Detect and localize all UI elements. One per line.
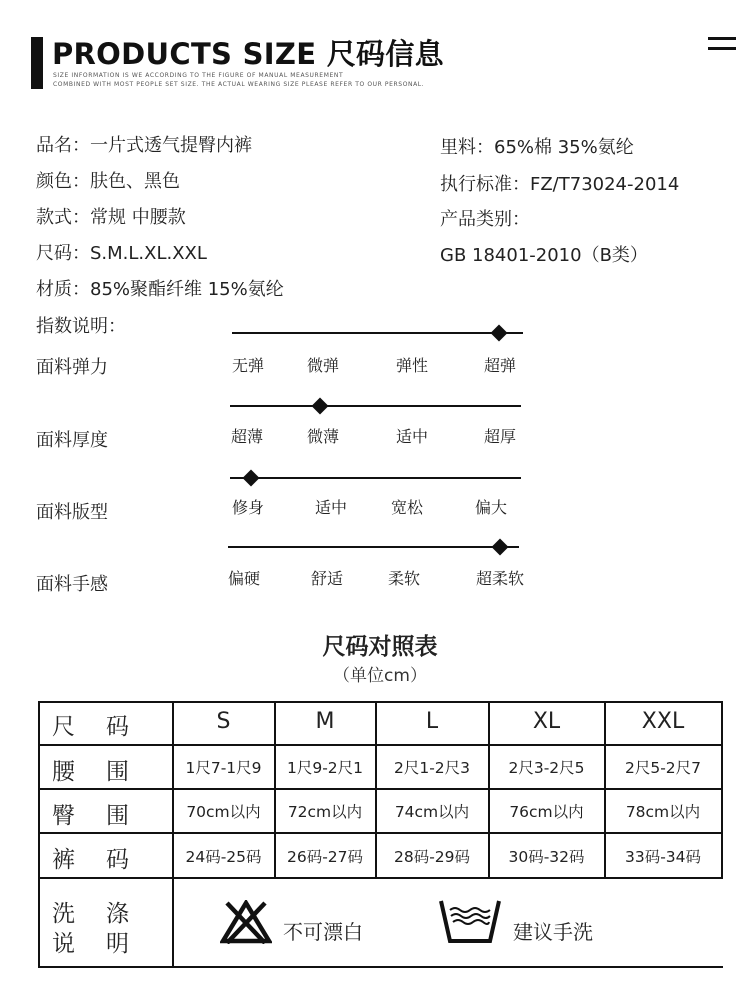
scale-fit-label: 面料版型 (36, 502, 108, 523)
scale-feel-track (228, 546, 519, 548)
table-header-label: 码 (106, 714, 129, 740)
scale-feel-option: 舒适 (311, 569, 344, 588)
wash-label: 涤 (106, 901, 129, 927)
scale-feel-option: 偏硬 (228, 569, 261, 588)
table-divider (38, 832, 723, 834)
table-row-label: 码 (106, 847, 129, 873)
scale-fit-option: 偏大 (475, 498, 508, 517)
table-row-label: 腰 (52, 759, 75, 785)
no-bleach-text: 不可漂白 (283, 920, 363, 944)
table-border-left (38, 701, 40, 967)
table-cell: 2尺5-2尺7 (624, 759, 702, 777)
table-size-header: XXL (641, 709, 685, 734)
info-style: 款式：常规 中腰款 (36, 207, 186, 228)
size-table-unit: （单位cm） (333, 666, 427, 686)
info-standard: 执行标准：FZ/T73024-2014 (440, 174, 680, 195)
table-cell: 26码-27码 (286, 848, 364, 866)
table-border-bottom (38, 966, 723, 968)
scale-elasticity-option: 超弹 (484, 356, 517, 375)
scale-thickness-label: 面料厚度 (36, 430, 108, 451)
scale-feel-label: 面料手感 (36, 574, 108, 595)
table-cell: 70cm以内 (186, 803, 261, 821)
scale-feel-option: 柔软 (388, 569, 421, 588)
table-cell: 30码-32码 (508, 848, 585, 866)
info-color: 颜色：肤色、黑色 (36, 171, 180, 192)
menu-icon[interactable] (708, 37, 736, 50)
table-cell: 74cm以内 (394, 803, 470, 821)
table-size-header: L (425, 709, 439, 734)
table-divider (38, 788, 723, 790)
scale-elasticity-option: 无弹 (232, 356, 265, 375)
table-cell: 33码-34码 (624, 848, 702, 866)
scale-feel-option: 超柔软 (476, 569, 525, 588)
wash-label: 说 (52, 931, 75, 957)
info-material: 材质：85%聚酯纤维 15%氨纶 (36, 279, 284, 300)
table-row-label: 臀 (52, 803, 75, 829)
table-cell: 2尺1-2尺3 (393, 759, 471, 777)
table-cell: 72cm以内 (287, 803, 363, 821)
subtitle-line-2: COMBINED WITH MOST PEOPLE SET SIZE. THE ACTUAL WEARING SIZE PLEASE REFER TO OUR PERSONAL. (53, 81, 425, 88)
table-header-label: 尺 (52, 714, 75, 740)
size-table-title: 尺码对照表 (322, 634, 438, 660)
scale-elasticity-label: 面料弹力 (36, 357, 108, 378)
table-divider (38, 877, 723, 879)
info-size: 尺码：S.M.L.XL.XXL (36, 243, 207, 264)
subtitle-line-1: SIZE INFORMATION IS WE ACCORDING TO THE FIGURE OF MANUAL MEASUREMENT (53, 72, 344, 79)
info-product-name: 品名：一片式透气提臀内裤 (36, 135, 252, 156)
hand-wash-text: 建议手洗 (513, 920, 593, 944)
hand-wash-icon (438, 898, 502, 944)
wash-label: 明 (106, 931, 129, 957)
info-lining: 里料：65%棉 35%氨纶 (440, 137, 634, 158)
title-accent-bar (31, 37, 43, 89)
scale-thickness-option: 适中 (396, 427, 429, 446)
scale-thickness-marker (312, 398, 329, 415)
table-border-right (721, 701, 723, 878)
table-cell: 28码-29码 (393, 848, 471, 866)
table-size-header: XL (532, 709, 561, 734)
scale-elasticity-option: 微弹 (307, 356, 340, 375)
info-category-value: GB 18401-2010（B类） (440, 245, 648, 266)
scale-thickness-track (230, 405, 521, 407)
scale-fit-track (230, 477, 521, 479)
table-divider (38, 744, 723, 746)
page-subtitle (53, 71, 424, 89)
table-cell: 78cm以内 (625, 803, 701, 821)
page-title: PRODUCTS SIZE 尺码信息 (52, 37, 444, 71)
scale-thickness-option: 超薄 (231, 427, 264, 446)
scale-fit-option: 适中 (315, 498, 348, 517)
scale-elasticity-option: 弹性 (396, 356, 429, 375)
info-category-label: 产品类别： (440, 209, 530, 230)
table-row-label: 裤 (52, 847, 75, 873)
table-size-header: M (315, 709, 335, 734)
scale-thickness-option: 超厚 (484, 427, 517, 446)
scale-feel-marker (492, 539, 509, 556)
table-row-label: 围 (106, 803, 129, 829)
table-divider (172, 701, 174, 967)
table-size-header: S (216, 709, 231, 734)
table-cell: 1尺9-2尺1 (286, 759, 364, 777)
table-cell: 76cm以内 (509, 803, 584, 821)
scale-elasticity-track (232, 332, 523, 334)
scale-thickness-option: 微薄 (307, 427, 340, 446)
index-heading: 指数说明： (36, 316, 126, 337)
table-border-top (38, 701, 723, 703)
scale-fit-option: 宽松 (391, 498, 424, 517)
wash-label: 洗 (52, 901, 75, 927)
scale-elasticity-marker (491, 325, 508, 342)
scale-fit-option: 修身 (232, 498, 265, 517)
table-row-label: 围 (106, 759, 129, 785)
table-cell: 2尺3-2尺5 (508, 759, 585, 777)
scale-fit-marker (243, 470, 260, 487)
table-cell: 1尺7-1尺9 (185, 759, 262, 777)
table-cell: 24码-25码 (185, 848, 262, 866)
no-bleach-icon (220, 900, 272, 944)
